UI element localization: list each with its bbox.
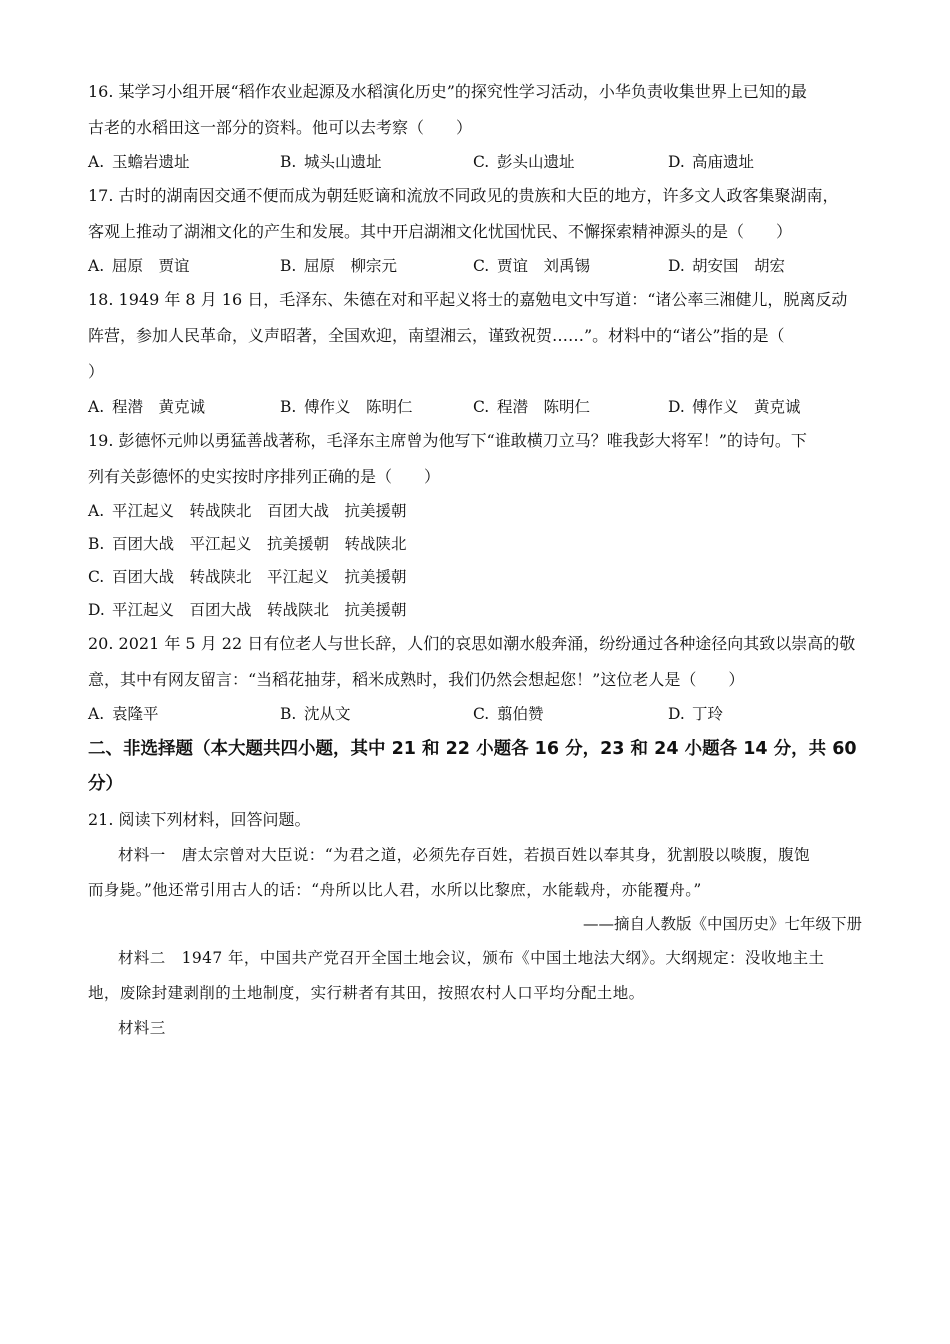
question-19-stem-line-1: 19. 彭德怀元帅以勇猛善战著称，毛泽东主席曾为他写下“谁敢横刀立马？唯我彭大将军！”的诗句。下 [88,431,807,450]
option-d[interactable]: D. 高庙遗址 [668,153,755,171]
option-c[interactable]: C. 彭头山遗址 [473,153,575,171]
material-2-line-2: 地，废除封建剥削的土地制度，实行耕者有其田，按照农村人口平均分配土地。 [88,984,645,1002]
option-c[interactable]: C. 翦伯赞 [473,705,544,723]
option-d[interactable]: D. 胡安国 胡宏 [668,257,786,275]
question-20-stem-line-1: 20. 2021 年 5 月 22 日有位老人与世长辞，人们的哀思如潮水般奔涌，纷纷通过各种途径向其致以崇高的敬 [88,634,856,653]
material-3-label: 材料三 [118,1019,166,1037]
option-a[interactable]: A. 玉蟾岩遗址 [88,153,190,171]
option-d[interactable]: D. 傅作义 黄克诚 [668,398,801,416]
question-16-stem-line-2: 古老的水稻田这一部分的资料。他可以去考察（ ） [88,118,473,137]
question-18-stem-line-2: 阵营，参加人民革命，义声昭著，全国欢迎，南望湘云，谨致祝贺……”。材料中的“诸公”指的是（ [88,326,785,345]
exam-page: 16. 某学习小组开展“稻作农业起源及水稻演化历史”的探究性学习活动，小华负责收集世界上已知的最 古老的水稻田这一部分的资料。他可以去考察（ ） A. 玉蟾岩遗址 B. 城头山遗址 C. 彭头山遗址 D. 高庙遗址 17. 古时的湖南因交通不便而成为朝廷贬谪和流放不同政见的贵族和大臣的地方，许多文人政客集聚湖南， 客观上推动了湖湘文化的产生和发展。其中开启湖湘文化忧国忧民、不懈探索精神源头的是（ ） A. 屈原 贾谊 B. 屈原 柳宗元 C. 贾谊 刘禹锡 D. 胡安国 胡宏 18. 1949 年 8 月 16 日，毛泽东、朱德在对和平起义将士的嘉勉电文中写道：“诸公率三湘健儿，脱离反动 阵营，参加人民革命，义声昭著，全国欢迎，南望湘云，谨致祝贺……”。材料中的“诸公”指的是（ ） A. 程潜 黄克诚 B. 傅作义 陈明仁 C. 程潜 陈明仁 D. 傅作义 黄克诚 19. 彭德怀元帅以勇猛善战著称，毛泽东主席曾为他写下“谁敢横刀立马？唯我彭大将军！”的诗句。下 列有关彭德怀的史实按时序排列正确的是（ ） A. 平江起义 转战陕北 百团大战 抗美援朝 B. 百团大战 平江起义 抗美援朝 转战陕北 C. 百团大战 转战陕北 平江起义 抗美援朝 D. 平江起义 百团大战 转战陕北 抗美援朝 20. 2021 年 5 月 22 日有位老人与世长辞，人们的哀思如潮水般奔涌，纷纷通过各种途径向其致以崇高的敬 意，其中有网友留言：“当稻花抽芽，稻米成熟时，我们仍然会想起您！”这位老人是（ ） A. 袁隆平 B. 沈从文 C. 翦伯赞 D. 丁玲 二、非选择题（本大题共四小题，其中 21 和 22 小题各 16 分，23 和 24 小题各 14 分，共 60 分） 21. 阅读下列材料，回答问题。 材料一 唐太宗曾对大臣说：“为君之道，必须先存百姓，若损百姓以奉其身，犹割股以啖腹，腹饱 而身毙。”他还常引用古人的话：“舟所以比人君，水所以比黎庶，水能载舟，亦能覆舟。” ——摘自人教版《中国历史》七年级下册 材料二 1947 年，中国共产党召开全国土地会议，颁布《中国土地法大纲》。大纲规定：没收地主土 地，废除封建剥削的土地制度，实行耕者有其田，按照农村人口平均分配土地。 材料三 [88,82,862,1037]
question-17-stem-line-2: 客观上推动了湖湘文化的产生和发展。其中开启湖湘文化忧国忧民、不懈探索精神源头的是（ ） [88,222,793,241]
option-b[interactable]: B. 傅作义 陈明仁 [280,398,413,416]
option-a[interactable]: A. 程潜 黄克诚 [88,398,206,416]
option-a[interactable]: A. 袁隆平 [88,705,159,723]
section-2-heading-line-1: 二、非选择题（本大题共四小题，其中 21 和 22 小题各 16 分，23 和 24 小题各 14 分，共 60 [88,739,857,759]
question-21-stem: 21. 阅读下列材料，回答问题。 [88,810,311,829]
material-1-source: ——摘自人教版《中国历史》七年级下册 [582,915,862,933]
question-16-stem-line-1: 16. 某学习小组开展“稻作农业起源及水稻演化历史”的探究性学习活动，小华负责收集世界上已知的最 [88,82,807,101]
option-b[interactable]: B. 沈从文 [280,705,351,723]
section-2-heading-line-2: 分） [88,774,123,794]
question-20-stem-line-2: 意，其中有网友留言：“当稻花抽芽，稻米成熟时，我们仍然会想起您！”这位老人是（ ） [88,670,745,689]
option-b[interactable]: B. 城头山遗址 [280,153,382,171]
option-b[interactable]: B. 屈原 柳宗元 [280,257,398,275]
material-1-line-1: 材料一 唐太宗曾对大臣说：“为君之道，必须先存百姓，若损百姓以奉其身，犹割股以啖腹，腹饱 [118,846,811,864]
option-a[interactable]: A. 屈原 贾谊 [88,257,190,275]
option-c[interactable]: C. 贾谊 刘禹锡 [473,257,591,275]
material-1-line-2: 而身毙。”他还常引用古人的话：“舟所以比人君，水所以比黎庶，水能载舟，亦能覆舟。” [88,881,702,899]
question-18-stem-line-3: ） [88,362,105,381]
question-19-stem-line-2: 列有关彭德怀的史实按时序排列正确的是（ ） [88,467,441,486]
option-c[interactable]: C. 程潜 陈明仁 [473,398,591,416]
material-2-line-1: 材料二 1947 年，中国共产党召开全国土地会议，颁布《中国土地法大纲》。大纲规定：没收地主土 [118,949,825,967]
question-17-stem-line-1: 17. 古时的湖南因交通不便而成为朝廷贬谪和流放不同政见的贵族和大臣的地方，许多文人政客集聚湖南， [88,186,839,205]
question-18-stem-line-1: 18. 1949 年 8 月 16 日，毛泽东、朱德在对和平起义将士的嘉勉电文中写道：“诸公率三湘健儿，脱离反动 [88,290,848,309]
option-d[interactable]: D. 丁玲 [668,705,724,723]
